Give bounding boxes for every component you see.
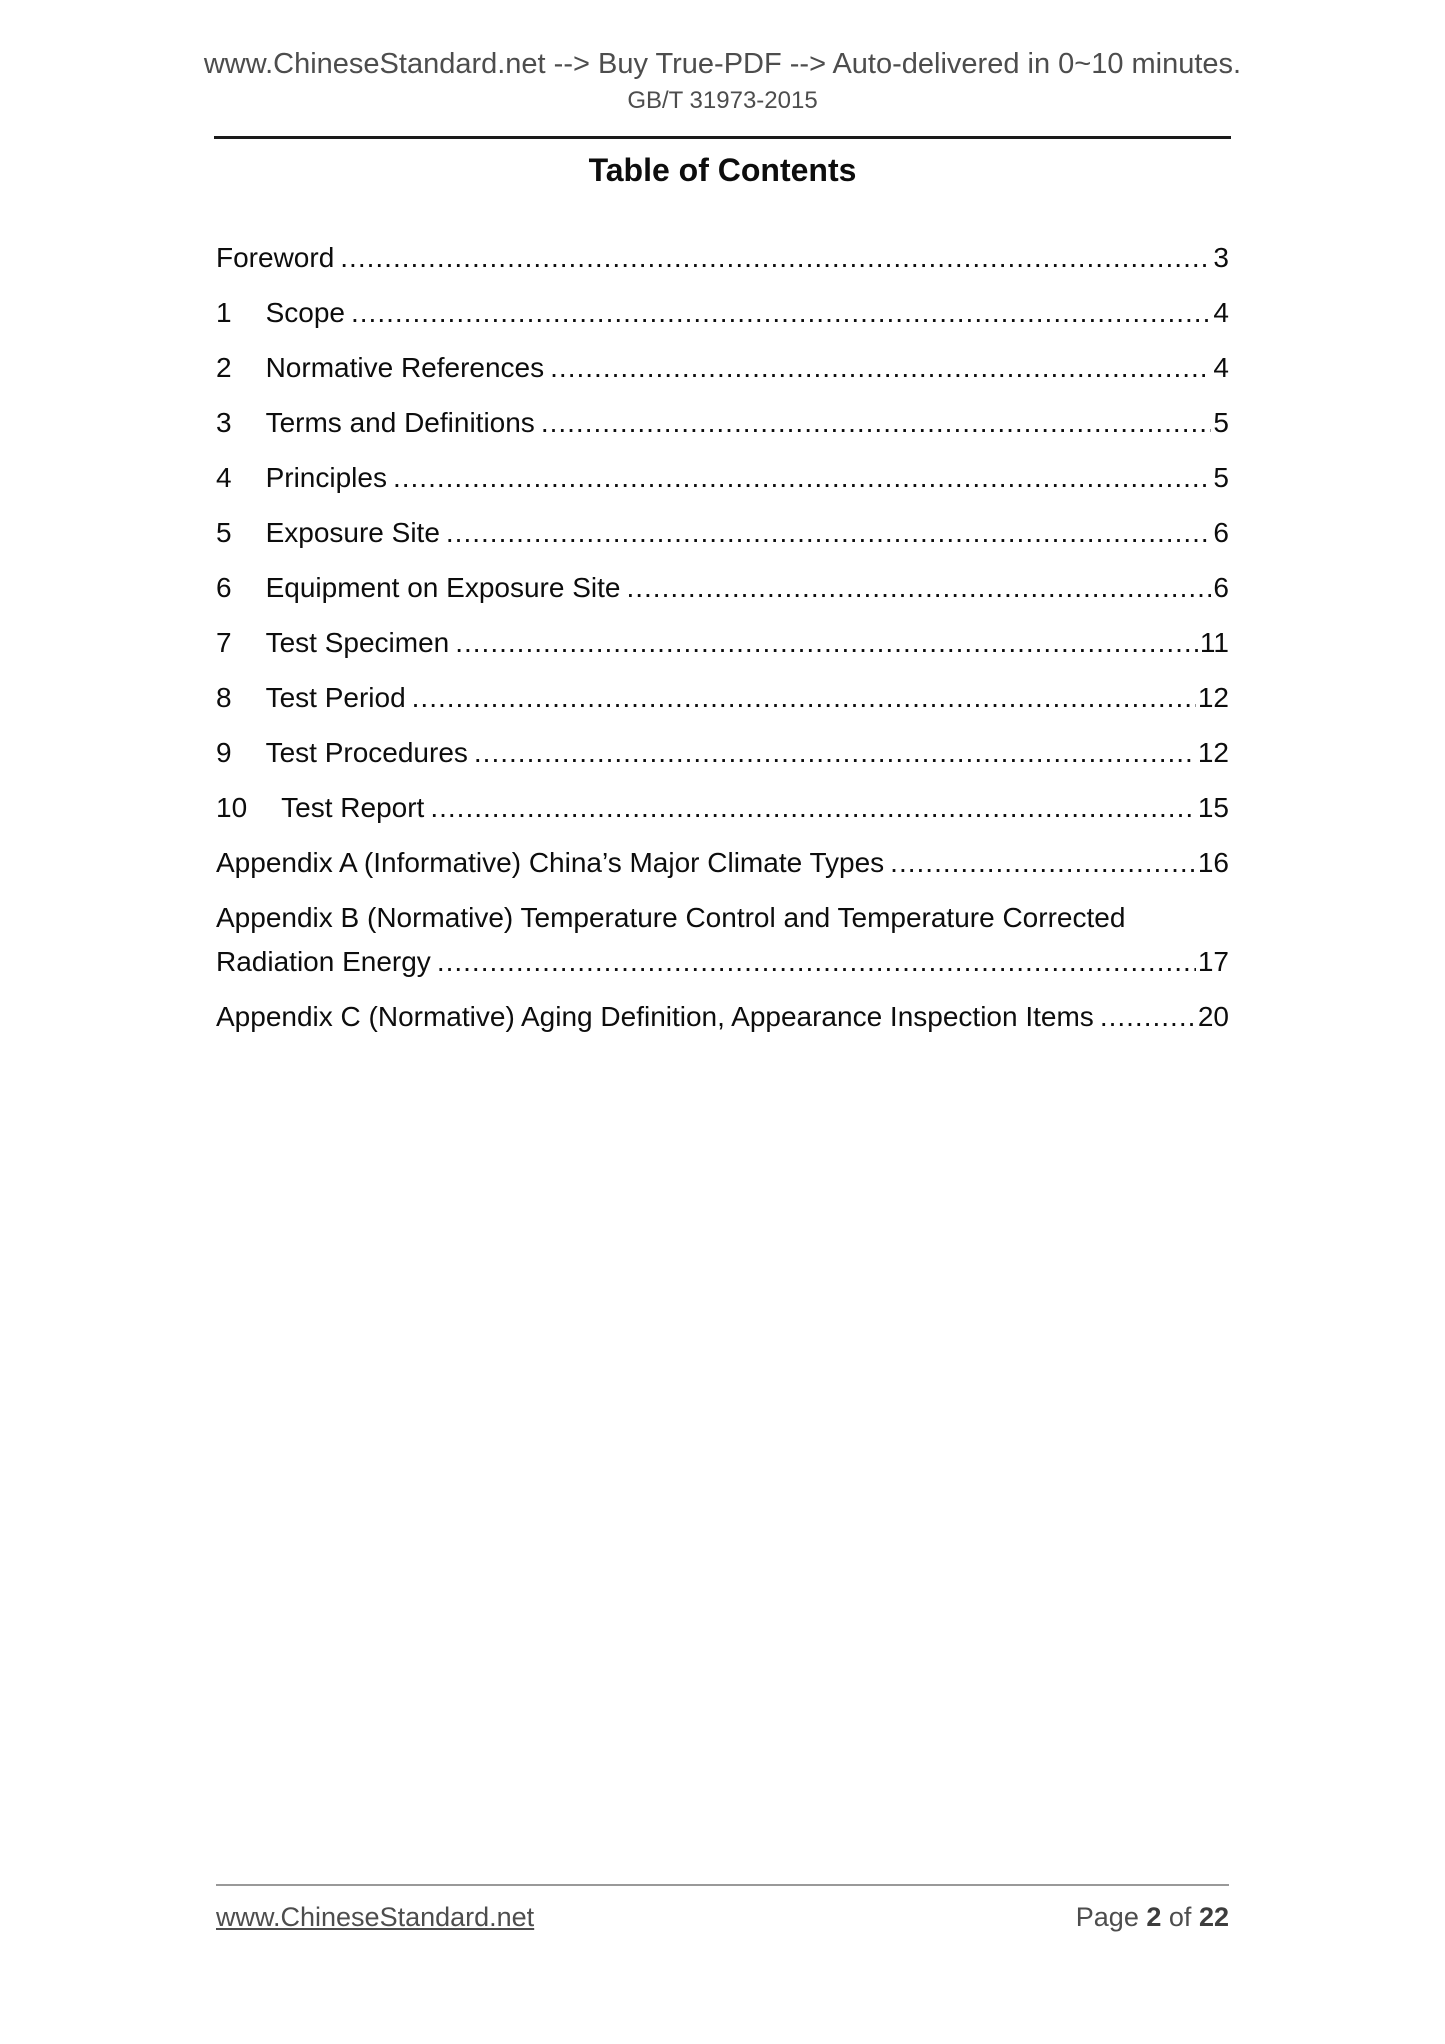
toc-leader-dots bbox=[351, 291, 1211, 335]
toc-leader-dots bbox=[455, 621, 1198, 665]
header-divider bbox=[214, 136, 1231, 139]
toc-entry-line bbox=[216, 621, 1229, 665]
toc-entry-page-number: 3 bbox=[1213, 242, 1229, 273]
toc-entry-label: Appendix B (Normative) Temperature Control and Temperature Corrected bbox=[216, 902, 1126, 933]
toc-entry-number: 10 bbox=[216, 792, 248, 823]
toc-entry-line bbox=[216, 236, 1229, 280]
toc-entry-page-number: 5 bbox=[1213, 407, 1229, 438]
toc-leader-dots bbox=[541, 401, 1212, 445]
toc-entry bbox=[216, 731, 1229, 775]
toc-entry bbox=[216, 621, 1229, 665]
toc-entry-number: 4 bbox=[216, 462, 232, 493]
toc-entry-line bbox=[216, 346, 1229, 390]
toc-leader-dots bbox=[393, 456, 1211, 500]
toc-entry bbox=[216, 401, 1229, 445]
toc-entry-label: Normative References bbox=[265, 352, 545, 383]
standard-code: GB/T 31973-2015 bbox=[627, 87, 818, 114]
toc-entry-page-number: 12 bbox=[1197, 682, 1229, 713]
toc-leader-dots bbox=[626, 566, 1211, 610]
toc-leader-dots bbox=[890, 841, 1196, 885]
toc-entry-label: Exposure Site bbox=[265, 517, 440, 548]
toc-entry-page-number: 17 bbox=[1197, 946, 1229, 977]
toc-entry-label: Foreword bbox=[216, 242, 335, 273]
toc-entry-label: Test Report bbox=[281, 792, 425, 823]
toc-leader-dots bbox=[340, 236, 1211, 280]
toc-entry-page-number: 12 bbox=[1197, 737, 1229, 768]
toc-entry-line bbox=[216, 291, 1229, 335]
toc-entry bbox=[216, 841, 1229, 885]
footer-website-link[interactable]: www.ChineseStandard.net bbox=[216, 1902, 535, 1932]
toc-entry-page-number: 5 bbox=[1213, 462, 1229, 493]
toc-entry-number: 5 bbox=[216, 517, 232, 548]
toc-entry-label: Test Period bbox=[265, 682, 406, 713]
toc-entry bbox=[216, 236, 1229, 280]
footer-page-current: 2 bbox=[1146, 1902, 1162, 1932]
toc-entry bbox=[216, 511, 1229, 555]
toc-entry bbox=[216, 676, 1229, 720]
footer-page-indicator bbox=[1076, 1902, 1229, 1933]
toc-leader-dots bbox=[474, 731, 1196, 775]
page-header bbox=[0, 0, 1445, 139]
toc-entry bbox=[216, 346, 1229, 390]
toc-entry-page-number: 6 bbox=[1213, 517, 1229, 548]
toc-entry-line bbox=[216, 995, 1229, 1039]
toc-entry-line bbox=[216, 456, 1229, 500]
toc-entry-label: Terms and Definitions bbox=[265, 407, 535, 438]
page-title: Table of Contents bbox=[588, 152, 857, 188]
toc-entry bbox=[216, 786, 1229, 830]
toc-entry-page-number: 4 bbox=[1213, 352, 1229, 383]
footer-page-total: 22 bbox=[1198, 1902, 1229, 1932]
toc-entry-number: 6 bbox=[216, 572, 232, 603]
toc-entry-line bbox=[216, 786, 1229, 830]
toc-entry-page-number: 6 bbox=[1213, 572, 1229, 603]
toc-leader-dots bbox=[1100, 995, 1196, 1039]
toc-entry-line bbox=[216, 731, 1229, 775]
toc-entry-number: 9 bbox=[216, 737, 232, 768]
toc-entry bbox=[216, 291, 1229, 335]
toc-entry bbox=[216, 566, 1229, 610]
toc-entry-label-continued: Radiation Energy bbox=[216, 946, 431, 977]
toc-entry-number: 8 bbox=[216, 682, 232, 713]
toc-leader-dots bbox=[446, 511, 1212, 555]
toc-leader-dots bbox=[550, 346, 1211, 390]
toc-entry-line bbox=[216, 940, 1229, 984]
toc-entry-line bbox=[216, 511, 1229, 555]
toc-entry bbox=[216, 456, 1229, 500]
toc-entry-line bbox=[216, 896, 1229, 940]
header-promo-text: www.ChineseStandard.net --> Buy True-PDF --> Auto-delivered in 0~10 minutes. bbox=[203, 48, 1242, 80]
toc-entry-number: 2 bbox=[216, 352, 232, 383]
toc-entry-label: Principles bbox=[265, 462, 387, 493]
toc-entry-page-number: 16 bbox=[1197, 847, 1229, 878]
toc-list bbox=[216, 236, 1229, 1039]
toc-entry-line bbox=[216, 566, 1229, 610]
toc-entry-number: 1 bbox=[216, 297, 232, 328]
toc-entry-page-number: 15 bbox=[1197, 792, 1229, 823]
page-footer bbox=[216, 1902, 1229, 1933]
toc-entry-page-number: 4 bbox=[1213, 297, 1229, 328]
toc-entry-label: Appendix C (Normative) Aging Definition, Appearance Inspection Items bbox=[216, 1001, 1094, 1032]
footer-divider bbox=[216, 1884, 1229, 1886]
footer-page-of: of bbox=[1168, 1902, 1192, 1932]
toc-entry-label: Appendix A (Informative) China’s Major Climate Types bbox=[216, 847, 885, 878]
toc-entry-page-number: 11 bbox=[1199, 627, 1229, 658]
toc-leader-dots bbox=[412, 676, 1196, 720]
footer-page-label: Page bbox=[1075, 1902, 1139, 1932]
toc-entry-number: 7 bbox=[216, 627, 232, 658]
toc-entry bbox=[216, 995, 1229, 1039]
toc-entry-label: Test Specimen bbox=[265, 627, 450, 658]
toc-entry-label: Equipment on Exposure Site bbox=[265, 572, 621, 603]
toc-entry-line bbox=[216, 841, 1229, 885]
toc-leader-dots bbox=[430, 786, 1196, 830]
toc-entry-line bbox=[216, 401, 1229, 445]
toc-entry-label: Scope bbox=[265, 297, 345, 328]
toc-entry-page-number: 20 bbox=[1197, 1001, 1229, 1032]
toc-entry bbox=[216, 896, 1229, 984]
toc-entry-line bbox=[216, 676, 1229, 720]
toc-entry-label: Test Procedures bbox=[265, 737, 468, 768]
toc-entry-number: 3 bbox=[216, 407, 232, 438]
toc-leader-dots bbox=[437, 940, 1196, 984]
